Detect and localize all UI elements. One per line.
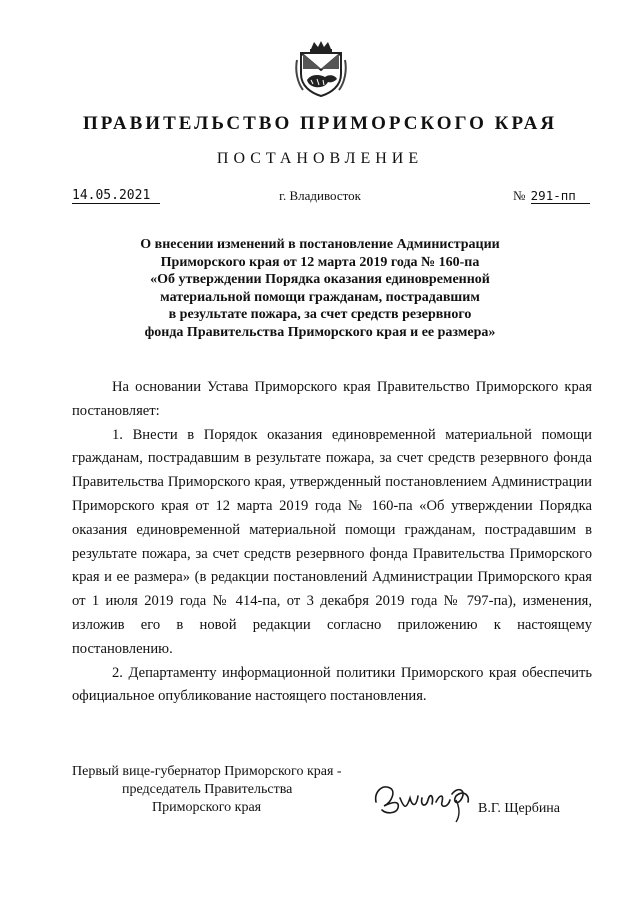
document-body: [72, 376, 592, 709]
signatory-position: [72, 763, 342, 817]
document-city: г. Владивосток: [279, 188, 361, 203]
position-line: Первый вице-губернатор Приморского края -: [72, 764, 342, 779]
title-line: материальной помощи гражданам, пострадавшим: [160, 289, 480, 305]
document-date: 14.05.2021: [72, 189, 160, 204]
number-label: №: [513, 188, 526, 203]
body-item-1: 1. Внести в Порядок оказания единовременной материальной помощи гражданам, пострадавшим в результате пожара, за счет средств резервного фонда Правительства Приморского края, утвержденный постановлением Администрации Приморского края от 12 марта 2019 года № 160-па «Об утверждении Порядка оказания единовременной материальной помощи гражданам, пострадавшим в результате пожара, за счет средств резервного фонда Правительства Приморского края и ее размера» (в редакции постановлений Администрации Приморского края от 1 июля 2019 года № 414-па, от 3 декабря 2019 года № 797-па), изменения, изложив его в новой редакции согласно приложению к настоящему постановлению.: [72, 426, 592, 657]
title-line: в результате пожара, за счет средств резервного: [168, 307, 472, 322]
position-line: председатель Правительства: [122, 782, 293, 797]
title-line: «Об утверждении Порядка оказания единовременной: [150, 272, 490, 287]
title-line: Приморского края от 12 марта 2019 года № 160-па: [160, 254, 480, 270]
title-line: фонда Правительства Приморского края и ее размера»: [144, 324, 496, 340]
organization-name: ПРАВИТЕЛЬСТВО ПРИМОРСКОГО КРАЯ: [82, 113, 558, 134]
position-line: Приморского края: [152, 800, 262, 815]
number-value: 291-пп: [531, 188, 590, 204]
preamble: На основании Устава Приморского края Правительство Приморского края постановляет:: [72, 379, 592, 419]
title-line: О внесении изменений в постановление Администрации: [140, 237, 500, 252]
signatory-name: В.Г. Щербина: [478, 801, 561, 816]
document-number: [513, 188, 590, 204]
document-type: ПОСТАНОВЛЕНИЕ: [216, 150, 424, 167]
handwritten-signature: [370, 772, 480, 824]
coat-of-arms-icon: [295, 40, 347, 98]
body-item-2: 2. Департаменту информационной политики Приморского края обеспечить официальное опубликование настоящего постановления.: [72, 664, 592, 705]
document-title: [100, 236, 540, 341]
